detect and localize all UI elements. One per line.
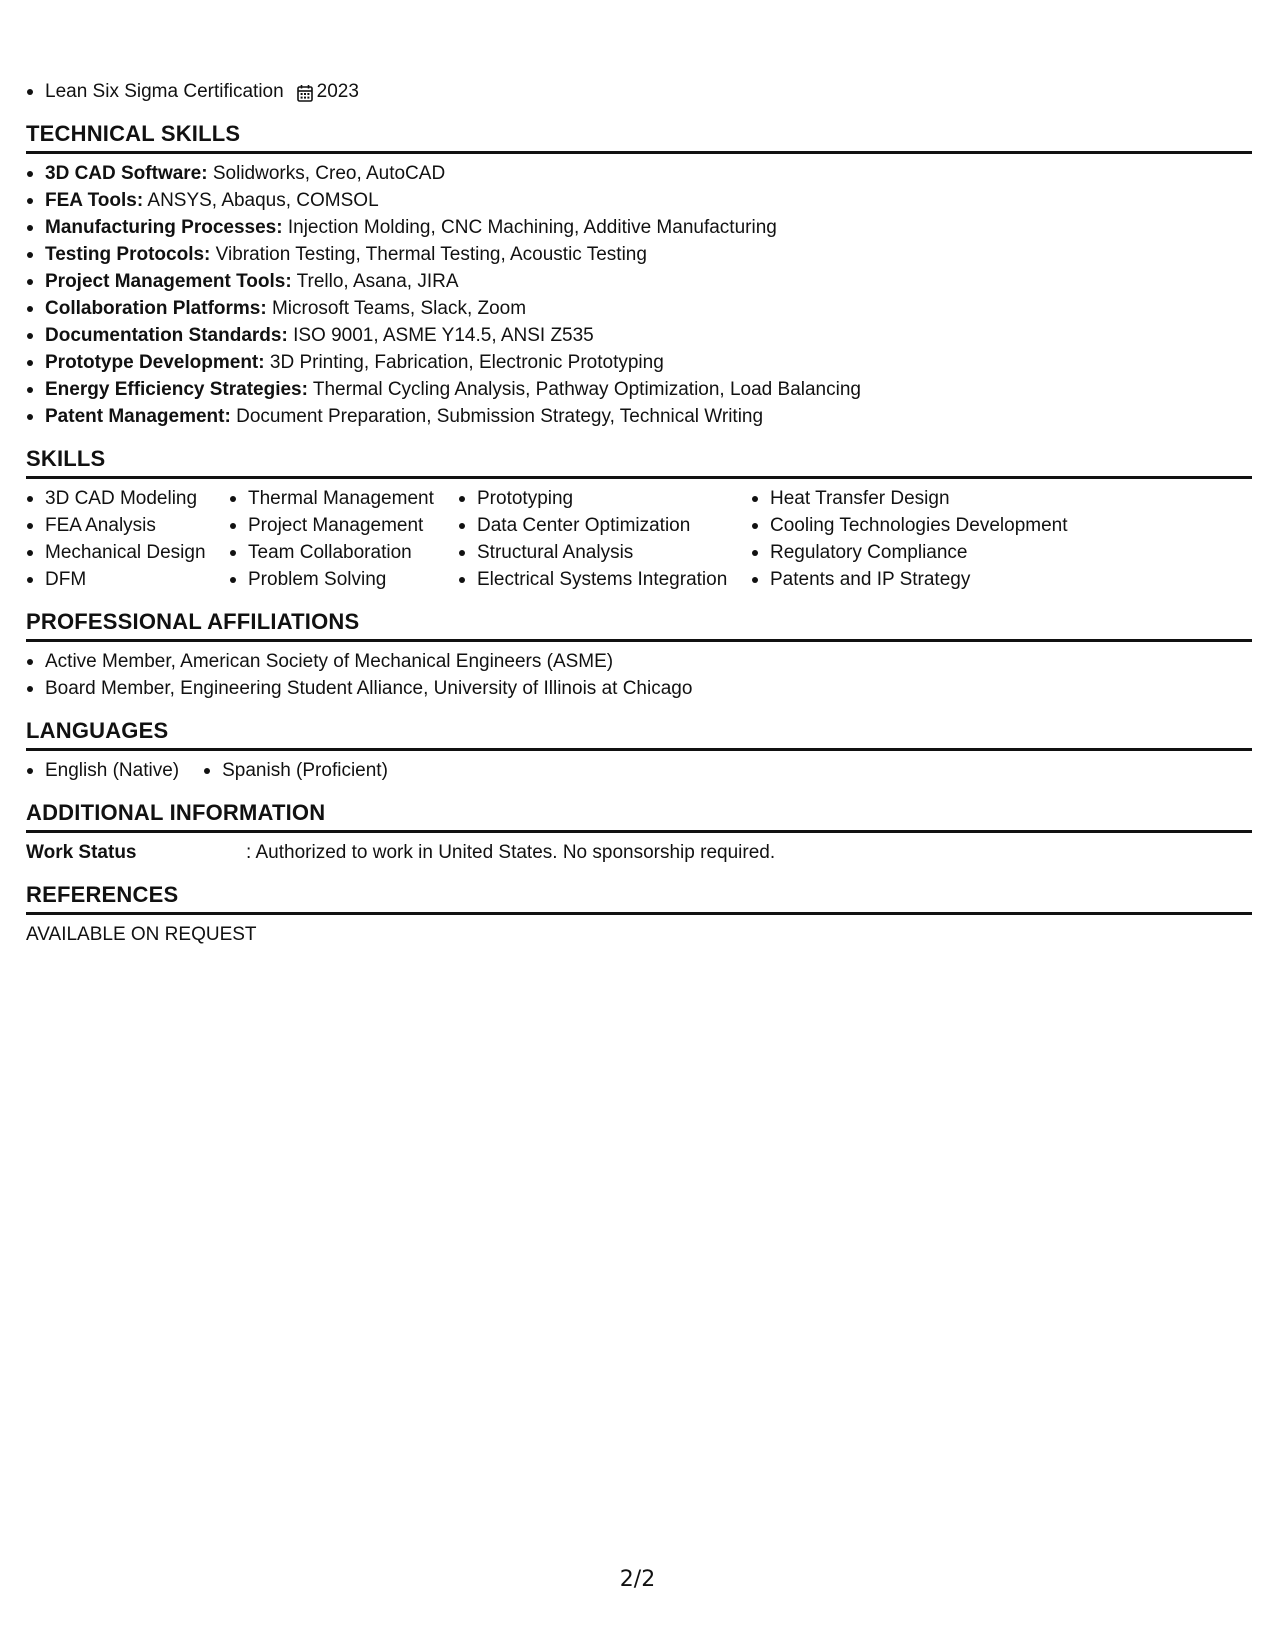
list-item: Problem Solving [229,566,458,593]
list-item [26,322,1252,349]
list-item: Board Member, Engineering Student Alliance, University of Illinois at Chicago [26,675,1252,702]
skill-category: Documentation Standards: [45,325,288,346]
section-title-additional-info: ADDITIONAL INFORMATION [26,800,1252,833]
skill-values: ANSYS, Abaqus, COMSOL [147,190,379,211]
skill-values: Thermal Cycling Analysis, Pathway Optimization, Load Balancing [312,379,861,400]
affiliations-section [26,609,1252,702]
section-title-affiliations: PROFESSIONAL AFFILIATIONS [26,609,1252,642]
list-item: Spanish (Proficient) [203,757,388,784]
references-text: AVAILABLE ON REQUEST [26,924,257,945]
list-item [26,268,1252,295]
list-item: Data Center Optimization [458,512,751,539]
list-item: Regulatory Compliance [751,539,1151,566]
calendar-icon [297,83,313,101]
list-item: Active Member, American Society of Mechanical Engineers (ASME) [26,648,1252,675]
skill-category: Patent Management: [45,406,231,427]
list-item: Project Management [229,512,458,539]
list-item: Heat Transfer Design [751,485,1151,512]
list-item: Prototyping [458,485,751,512]
skills-column [458,485,751,593]
section-title-technical-skills: TECHNICAL SKILLS [26,121,1252,154]
list-item [26,187,1252,214]
skills-column [229,485,458,593]
list-item [26,403,1252,430]
skill-values: 3D Printing, Fabrication, Electronic Prototyping [269,352,664,373]
list-item: Cooling Technologies Development [751,512,1151,539]
skills-column [26,485,229,593]
list-item: Mechanical Design [26,539,229,566]
certifications-list [26,78,1252,105]
skills-section [26,446,1252,593]
list-item: Team Collaboration [229,539,458,566]
list-item: FEA Analysis [26,512,229,539]
list-item: Electrical Systems Integration [458,566,751,593]
languages-list [26,757,1252,784]
skill-category: Energy Efficiency Strategies: [45,379,308,400]
list-item [26,376,1252,403]
list-item: Structural Analysis [458,539,751,566]
work-status-label: Work Status [26,842,137,863]
list-item: Thermal Management [229,485,458,512]
skill-category: Project Management Tools: [45,271,292,292]
skill-category: Manufacturing Processes: [45,217,283,238]
list-item [26,241,1252,268]
certification-year: 2023 [316,81,359,102]
skill-category: 3D CAD Software: [45,163,208,184]
skill-values: Injection Molding, CNC Machining, Additive Manufacturing [287,217,777,238]
list-item [26,214,1252,241]
skill-category: FEA Tools: [45,190,144,211]
skills-column [751,485,1151,593]
work-status-value: : Authorized to work in United States. No sponsorship required. [246,842,776,863]
work-status-row [26,839,1252,866]
list-item: Patents and IP Strategy [751,566,1151,593]
technical-skills-list [26,160,1252,430]
list-item: 3D CAD Modeling [26,485,229,512]
technical-skills-section [26,121,1252,430]
skill-category: Collaboration Platforms: [45,298,267,319]
skill-values: Microsoft Teams, Slack, Zoom [271,298,527,319]
certification-item [26,78,1252,105]
skill-values: Solidworks, Creo, AutoCAD [212,163,446,184]
certification-name: Lean Six Sigma Certification [45,81,284,102]
list-item: DFM [26,566,229,593]
languages-section [26,718,1252,784]
section-title-languages: LANGUAGES [26,718,1252,751]
section-title-references: REFERENCES [26,882,1252,915]
additional-info-section [26,800,1252,866]
affiliations-list [26,648,1252,702]
list-item [26,160,1252,187]
list-item: English (Native) [26,757,179,784]
skill-values: Vibration Testing, Thermal Testing, Acoustic Testing [215,244,647,265]
skills-grid [26,485,1252,593]
skill-values: ISO 9001, ASME Y14.5, ANSI Z535 [293,325,594,346]
skill-category: Prototype Development: [45,352,265,373]
section-title-skills: SKILLS [26,446,1252,479]
list-item [26,295,1252,322]
skill-category: Testing Protocols: [45,244,211,265]
skill-values: Trello, Asana, JIRA [296,271,459,292]
resume-page [26,78,1252,948]
page-number: 2/2 [619,1567,656,1592]
references-section [26,882,1252,948]
skill-values: Document Preparation, Submission Strategy, Technical Writing [236,406,764,427]
list-item [26,349,1252,376]
